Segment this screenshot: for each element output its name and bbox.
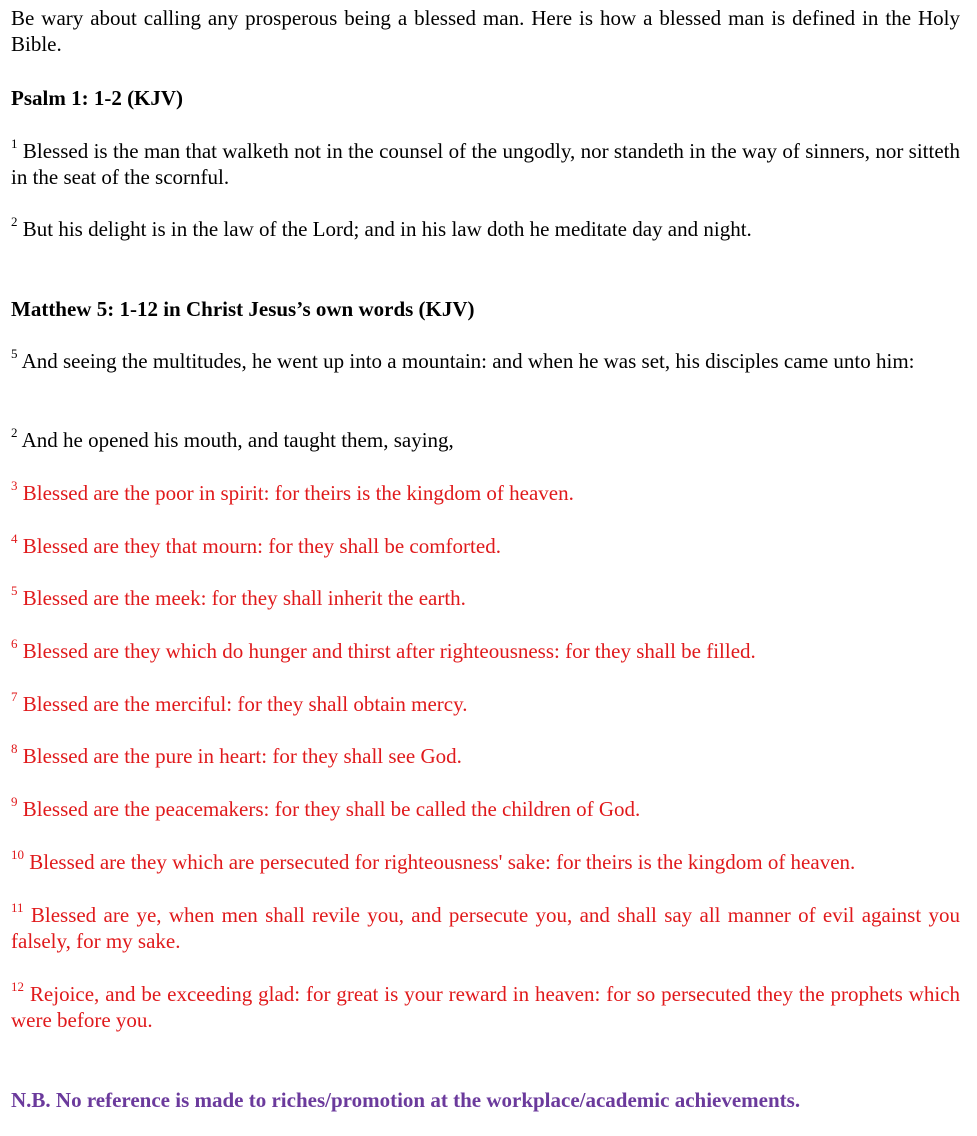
verse-text: And seeing the multitudes, he went up into a mountain: and when he was set, his disciples came unto him: [21, 349, 915, 373]
psalm-heading: Psalm 1: 1-2 (KJV) [11, 86, 184, 110]
psalm-verse-1 [11, 138, 960, 190]
intro-paragraph: Be wary about calling any prosperous being a blessed man. Here is how a blessed man is defined in the Holy Bible. [11, 6, 960, 56]
verse-text: Rejoice, and be exceeding glad: for great is your reward in heaven: for so persecuted they the prophets which were before you. [11, 982, 960, 1032]
verse-text: Blessed are the meek: for they shall inherit the earth. [22, 586, 466, 610]
verse-number: 8 [11, 741, 18, 756]
matthew-heading: Matthew 5: 1-12 in Christ Jesus’s own words (KJV) [11, 297, 475, 321]
verse-number: 11 [11, 900, 24, 915]
verse-text: Blessed are the peacemakers: for they shall be called the children of God. [22, 797, 641, 821]
closing-note: N.B. No reference is made to riches/promotion at the workplace/academic achievements. [11, 1088, 801, 1112]
verse-number: 1 [11, 136, 18, 151]
verse-number: 3 [11, 478, 18, 493]
verse-text: Blessed are the pure in heart: for they shall see God. [22, 744, 462, 768]
matthew-verse-3 [11, 480, 960, 506]
matthew-verse-11 [11, 902, 960, 954]
verse-number: 4 [11, 531, 18, 546]
matthew-verse-5 [11, 585, 960, 611]
matthew-verse-7 [11, 691, 960, 717]
verse-text: But his delight is in the law of the Lord; and in his law doth he meditate day and night. [22, 217, 752, 241]
verse-number: 5 [11, 346, 18, 361]
verse-text: Blessed are they which do hunger and thirst after righteousness: for they shall be filled. [22, 639, 756, 663]
verse-text: And he opened his mouth, and taught them, saying, [21, 428, 454, 452]
verse-number: 12 [11, 979, 24, 994]
matthew-verse-10 [11, 849, 960, 875]
verse-number: 9 [11, 794, 18, 809]
verse-text: Blessed are ye, when men shall revile you, and persecute you, and shall say all manner of evil against you falsely, for my sake. [11, 903, 961, 953]
verse-number: 10 [11, 847, 24, 862]
matthew-verse-8 [11, 743, 960, 769]
verse-text: Blessed is the man that walketh not in the counsel of the ungodly, nor standeth in the way of sinners, nor sitteth in the seat of the scornful. [11, 139, 961, 189]
matthew-verse-1 [11, 348, 960, 374]
verse-number: 7 [11, 689, 18, 704]
verse-number: 5 [11, 583, 18, 598]
verse-number: 2 [11, 214, 18, 229]
matthew-verse-6 [11, 638, 960, 664]
matthew-verse-4 [11, 533, 960, 559]
verse-text: Blessed are the poor in spirit: for theirs is the kingdom of heaven. [22, 481, 574, 505]
psalm-verse-2 [11, 216, 960, 242]
matthew-verse-9 [11, 796, 960, 822]
verse-text: Blessed are they that mourn: for they shall be comforted. [22, 534, 501, 558]
matthew-verse-12 [11, 981, 960, 1033]
matthew-verse-2 [11, 427, 960, 453]
verse-text: Blessed are they which are persecuted for righteousness' sake: for theirs is the kingdom of heaven. [29, 850, 856, 874]
verse-number: 2 [11, 425, 18, 440]
verse-text: Blessed are the merciful: for they shall obtain mercy. [22, 692, 468, 716]
verse-number: 6 [11, 636, 18, 651]
